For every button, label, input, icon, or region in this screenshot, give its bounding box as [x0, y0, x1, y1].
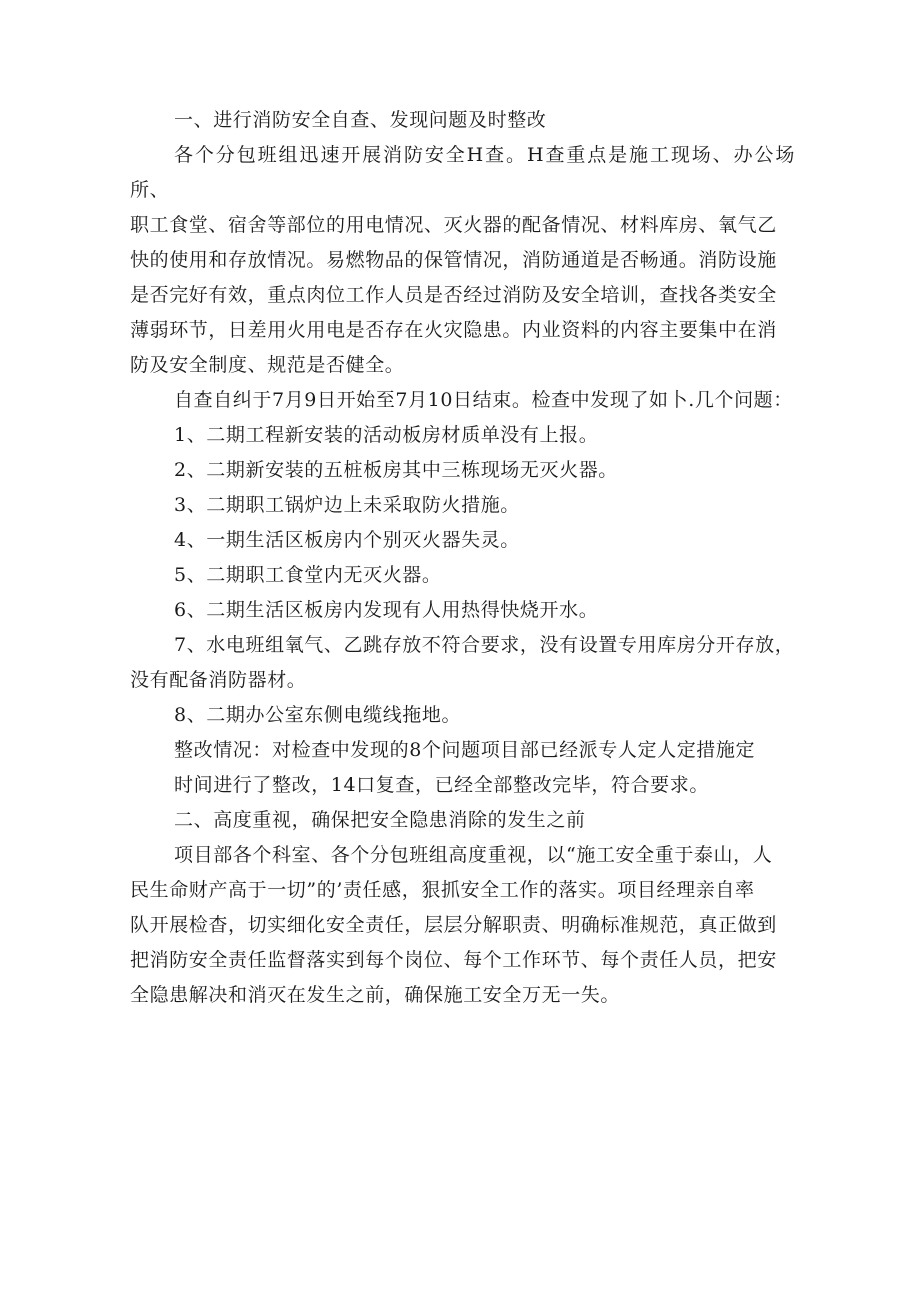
- paragraph-inspection-period: [130, 383, 795, 418]
- text-line: 5、二期职工食堂内无灭火器。: [174, 564, 442, 586]
- text-line: 防及安全制度、规范是否健全。: [130, 354, 405, 376]
- text-line: 把消防安全责任监督落实到每个岗位、每个工作环节、每个责任人员，把安: [130, 949, 777, 971]
- document-body: [130, 103, 795, 1013]
- list-item-5: [130, 558, 795, 593]
- text-line: 2、二期新安装的五桩板房其中三栋现场无灭火器。: [174, 459, 618, 481]
- text-line: 时间进行了整改，14口复查，已经全部整改完毕，符合要求。: [174, 774, 709, 796]
- text-line: 二、高度重视，确保把安全隐患消除的发生之前: [174, 809, 586, 831]
- paragraph-rectification-cont: [130, 768, 795, 803]
- text-line: 快的使用和存放情况。易燃物品的保管情况，消防通道是否畅通。消防设施: [130, 249, 777, 271]
- text-line: 3、二期职工锅炉边上未采取防火措施。: [174, 494, 520, 516]
- text-line: 8、二期办公室东侧电缆线拖地。: [174, 704, 462, 726]
- text-line: 项目部各个科室、各个分包班组高度重视，以“施工安全重于泰山，人: [174, 844, 773, 866]
- text-line: 7、水电班组氧气、乙跳存放不符合要求，没有设置专用库房分开存放，: [174, 634, 795, 656]
- paragraph-self-inspection: [130, 138, 795, 383]
- text-line: 各个分包班组迅速开展消防安全H查。H查重点是施工现场、办公场所、: [130, 144, 795, 201]
- text-line: 自查自纠于7月9日开始至7月10日结束。检查中发现了如卜.几个问题：: [174, 389, 793, 411]
- list-item-4: [130, 523, 795, 558]
- text-line: 没有配备消防器材。: [130, 669, 307, 691]
- text-line: 6、二期生活区板房内发现有人用热得快烧开水。: [174, 599, 599, 621]
- text-line: 一、进行消防安全自查、发现问题及时整改: [174, 109, 547, 131]
- list-item-2: [130, 453, 795, 488]
- text-line: 整改情况：对检查中发现的8个问题项目部已经派专人定人定措施定: [174, 739, 756, 761]
- text-line: 职工食堂、宿舍等部位的用电情况、灭火器的配备情况、材料库房、氧气乙: [130, 214, 777, 236]
- list-item-7: [130, 628, 795, 698]
- text-line: 民生命财产高于一切”的’责任感，狠抓安全工作的落实。项目经理亲自率: [130, 879, 755, 901]
- list-item-6: [130, 593, 795, 628]
- section-heading-1: [130, 103, 795, 138]
- list-item-1: [130, 418, 795, 453]
- text-line: 4、一期生活区板房内个别灭火器失灵。: [174, 529, 520, 551]
- text-line: 是否完好有效，重点肉位工作人员是否经过消防及安全培训，查找各类安全: [130, 284, 777, 306]
- text-line: 全隐患解决和消灭在发生之前，确保施工安全万无一失。: [130, 984, 621, 1006]
- text-line: 队开展检杳，切实细化安全责任，层层分解职责、明确标准规范，真正做到: [130, 914, 777, 936]
- section-heading-2: [130, 803, 795, 838]
- list-item-3: [130, 488, 795, 523]
- paragraph-attention: [130, 838, 795, 1013]
- text-line: 1、二期工程新安装的活动板房材质单没有上报。: [174, 424, 599, 446]
- paragraph-rectification: [130, 733, 795, 768]
- text-line: 薄弱环节，日差用火用电是否存在火灾隐患。内业资料的内容主要集中在消: [130, 319, 777, 341]
- list-item-8: [130, 698, 795, 733]
